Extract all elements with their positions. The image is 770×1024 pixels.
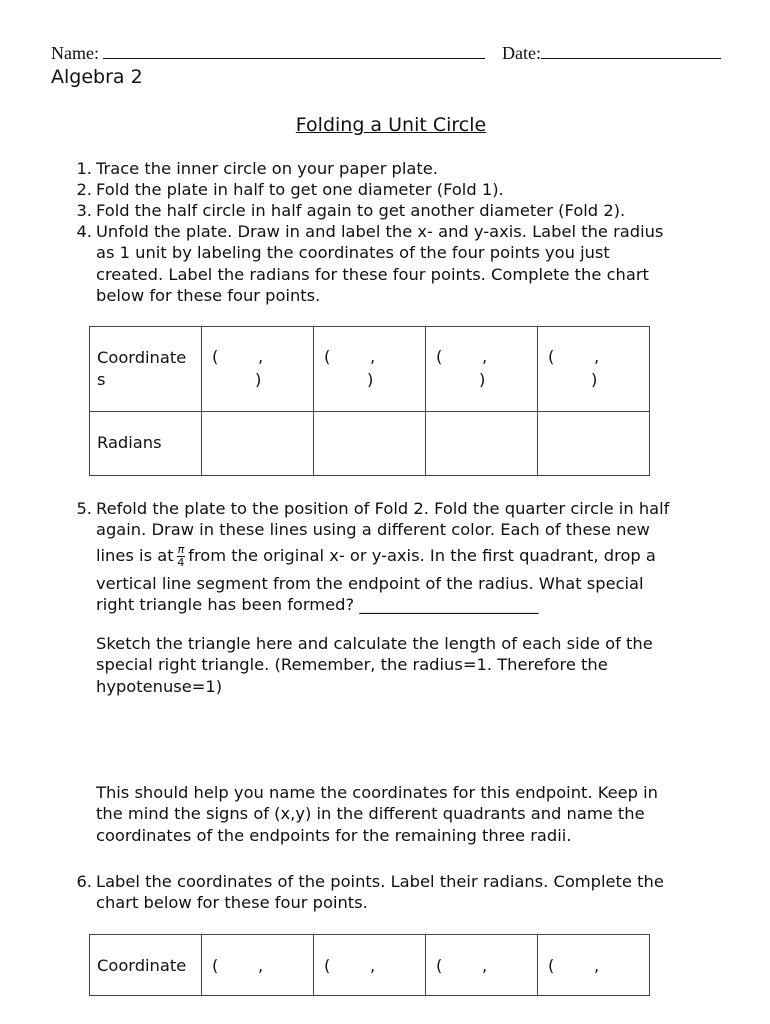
- coordinate-cell-3[interactable]: ( , ): [426, 327, 538, 412]
- coordinates-table-1: [89, 326, 650, 476]
- step-1: 1. Trace the inner circle on your paper plate.: [76, 159, 438, 178]
- name-label: Name:: [51, 43, 99, 63]
- date-blank-line[interactable]: [541, 42, 721, 59]
- date-field: [502, 42, 721, 64]
- radian-cell-4[interactable]: [538, 412, 650, 476]
- sketch-area[interactable]: [96, 697, 726, 782]
- step-4: 4. Unfold the plate. Draw in and label the x- and y-axis. Label the radius as 1 unit by labeling the coordinates of the four points you just created. Label the radians for these four points. Complete the chart below for these four points.: [76, 222, 664, 305]
- pi-over-4-fraction: $\frac{\pi}{4}$: [177, 542, 185, 569]
- coordinate-cell-1[interactable]: ( , ): [202, 327, 314, 412]
- coordinate-cell-2[interactable]: ( , ): [314, 327, 426, 412]
- radians-header: Radians: [90, 412, 202, 476]
- page-title: Folding a Unit Circle: [295, 114, 487, 136]
- coordinate-cell-2-1[interactable]: ( ,: [202, 935, 314, 996]
- coordinate-cell-2-2[interactable]: ( ,: [314, 935, 426, 996]
- coordinates-table-2: [89, 934, 650, 996]
- special-triangle-answer[interactable]: right triangle has been formed? ______________________: [96, 594, 539, 614]
- radian-cell-1[interactable]: [202, 412, 314, 476]
- radian-cell-2[interactable]: [314, 412, 426, 476]
- coordinate-cell-2-3[interactable]: ( ,: [426, 935, 538, 996]
- coordinates-header-2: Coordinate: [90, 935, 202, 996]
- date-label: Date:: [502, 43, 541, 63]
- coordinate-cell-4[interactable]: ( , ): [538, 327, 650, 412]
- coordinates-header: Coordinate s: [90, 327, 202, 412]
- step-2: 2. Fold the plate in half to get one diameter (Fold 1).: [76, 180, 504, 199]
- coordinate-cell-2-4[interactable]: ( ,: [538, 935, 650, 996]
- name-field: [51, 42, 485, 64]
- step-6: 6. Label the coordinates of the points. Label their radians. Complete the chart below for these four points.: [76, 872, 664, 913]
- step-5: 5. Refold the plate to the position of Fold 2. Fold the quarter circle in half again. Draw in these lines using a different color. Each of these new lines is at $\frac{\pi}{4}$ from the original x- or y-axis. In the first quadrant, drop a vertical line segment from the endpoint of the radius. What special right triangle has been formed? ______________________ Sketch the triangle here and calculate the length of each side of the special right triangle. (Remember, the radius=1. Therefore the hypotenuse=1) This should help you name the coordinates for this endpoint. Keep in the mind the signs of (x,y) in the different quadrants and name the coordinates of the endpoints for the remaining three radii.: [66, 498, 726, 846]
- step-3: 3. Fold the half circle in half again to get another diameter (Fold 2).: [76, 201, 626, 220]
- radian-cell-3[interactable]: [426, 412, 538, 476]
- name-blank-line[interactable]: [103, 42, 485, 59]
- subject-title: Algebra 2: [51, 66, 143, 88]
